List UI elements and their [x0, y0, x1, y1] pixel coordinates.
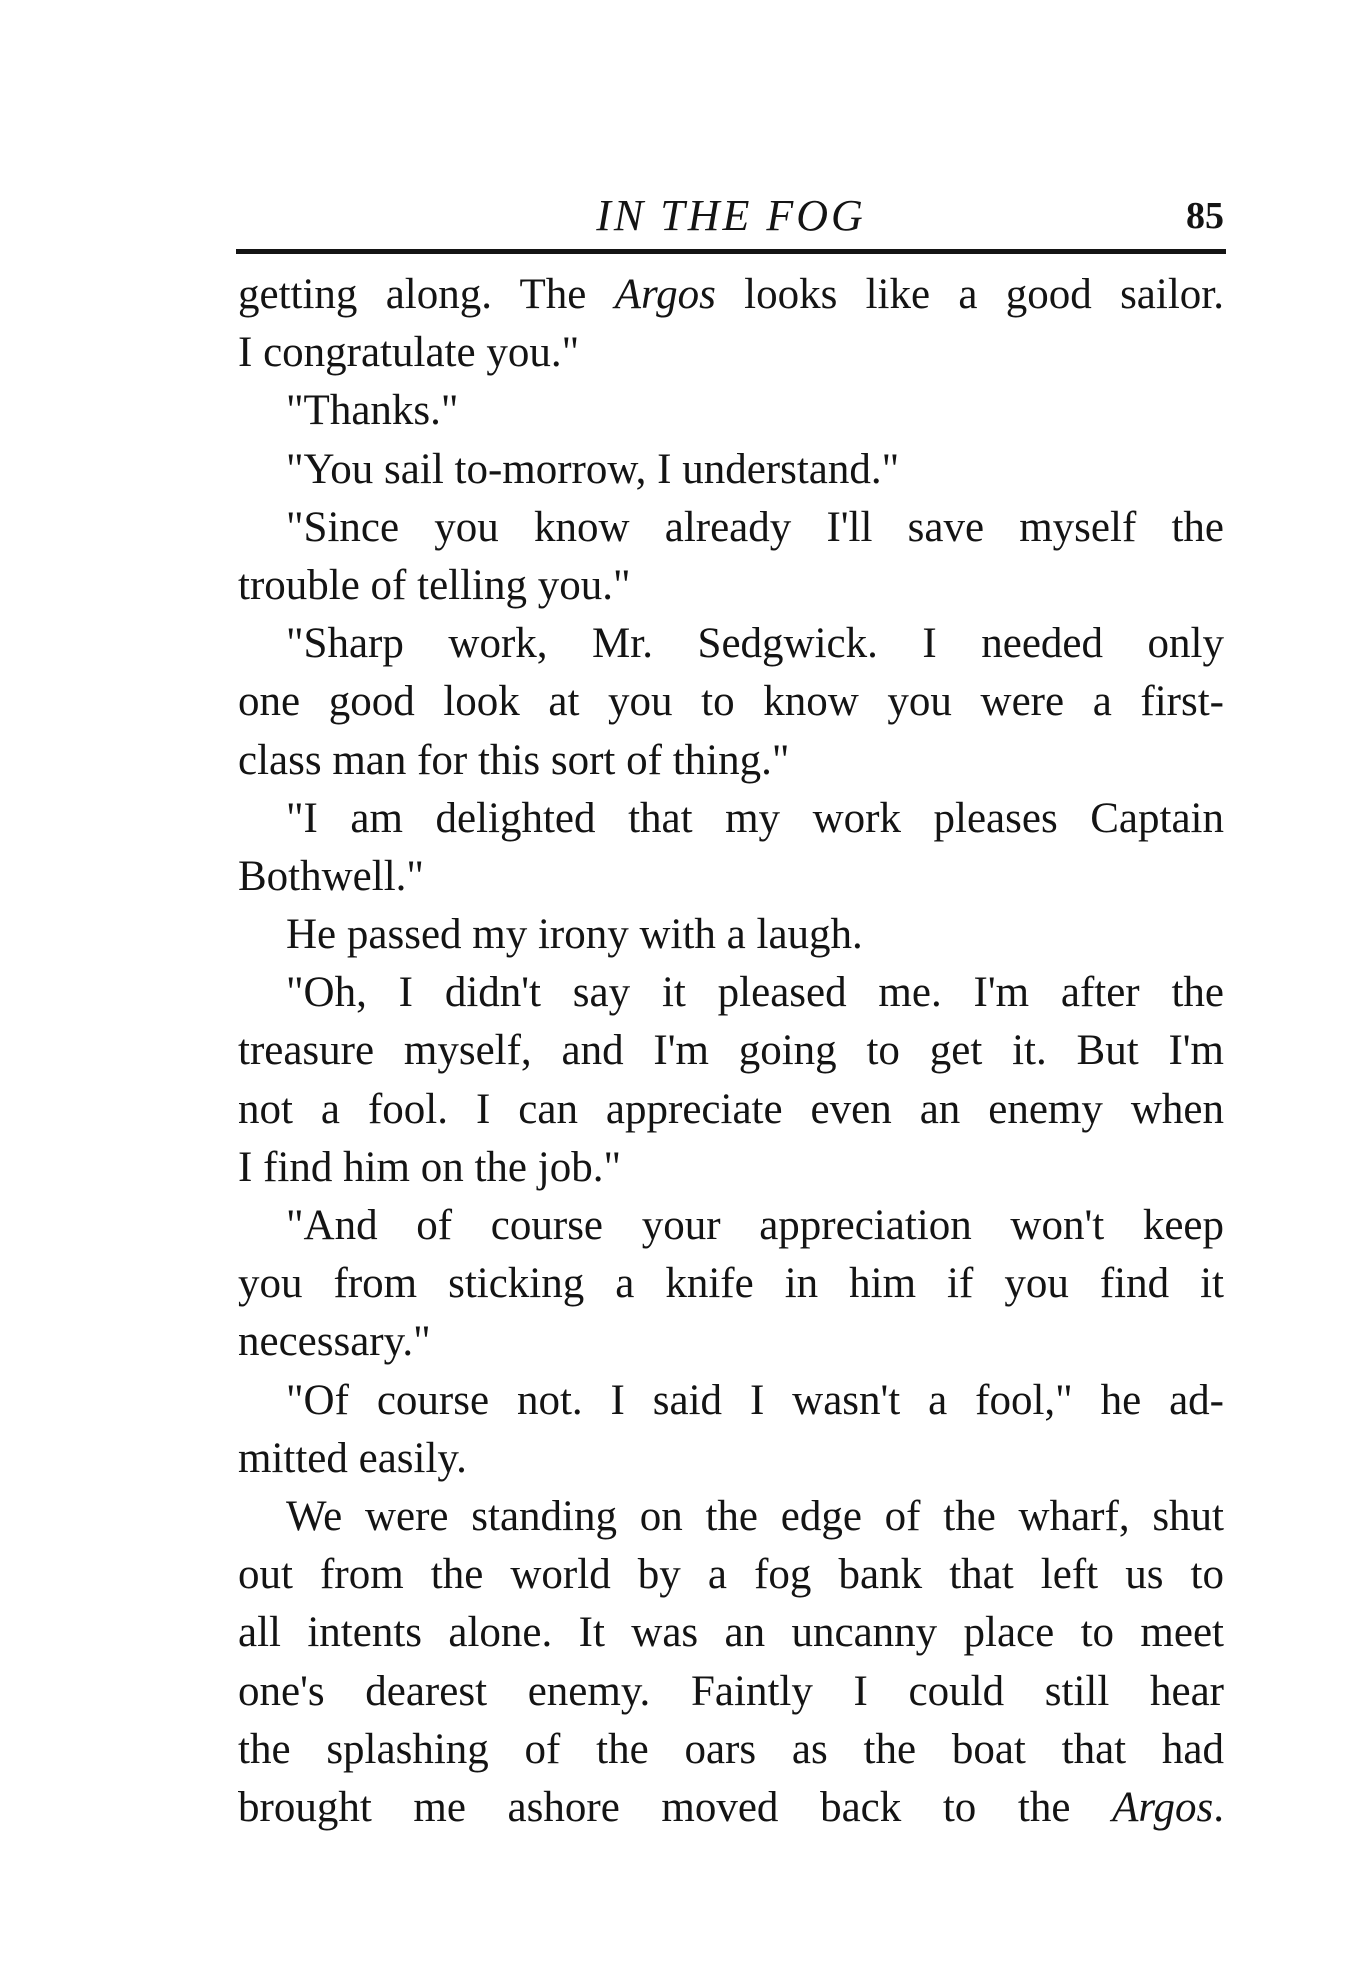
text-line: out from the world by a fog bank that left us to	[238, 1551, 1224, 1599]
text-line: I congratulate you."	[238, 329, 580, 377]
text-line: treasure myself, and I'm going to get it. But I'm	[238, 1027, 1224, 1075]
header-rule	[236, 249, 1226, 254]
text-line: not a fool. I can appreciate even an enemy when	[238, 1085, 1224, 1133]
text-line: "Sharp work, Mr. Sedgwick. I needed only	[286, 620, 1224, 668]
text-line: "I am delighted that my work pleases Captain	[286, 794, 1224, 842]
text-line: necessary."	[238, 1318, 431, 1366]
text-line: We were standing on the edge of the wharf, shut	[286, 1492, 1224, 1540]
text-line: brought me ashore moved back to the Argos.	[238, 1783, 1224, 1831]
text-line: getting along. The Argos looks like a good sailor.	[238, 271, 1224, 318]
text-line: one good look at you to know you were a first-	[238, 678, 1224, 726]
text-line: the splashing of the oars as the boat that had	[238, 1725, 1224, 1773]
text-line: class man for this sort of thing."	[238, 736, 790, 784]
text-line: "Since you know already I'll save myself the	[286, 503, 1224, 551]
text-line: I find him on the job."	[238, 1143, 622, 1191]
text-line: one's dearest enemy. Faintly I could still hear	[238, 1667, 1224, 1715]
running-head	[238, 188, 1224, 244]
text-line: mitted easily.	[238, 1434, 467, 1482]
ship-name: Argos	[1112, 1783, 1214, 1831]
text-line: He passed my irony with a laugh.	[286, 911, 863, 959]
text-line: trouble of telling you."	[238, 561, 631, 609]
text-line: "Of course not. I said I wasn't a fool," he ad-	[286, 1376, 1224, 1424]
text-line: "And of course your appreciation won't keep	[286, 1202, 1224, 1249]
text-line: all intents alone. It was an uncanny place to meet	[238, 1609, 1224, 1657]
text-line: "Oh, I didn't say it pleased me. I'm after the	[286, 969, 1224, 1017]
page-number: 85	[1186, 195, 1224, 237]
text-line: "You sail to-morrow, I understand."	[286, 445, 900, 493]
running-title: IN THE FOG	[596, 191, 866, 240]
ship-name: Argos	[614, 271, 716, 318]
text-line: Bothwell."	[238, 852, 424, 900]
text-line: "Thanks."	[286, 387, 459, 435]
body-text	[238, 266, 1224, 1837]
text-line: you from sticking a knife in him if you find it	[238, 1260, 1224, 1308]
